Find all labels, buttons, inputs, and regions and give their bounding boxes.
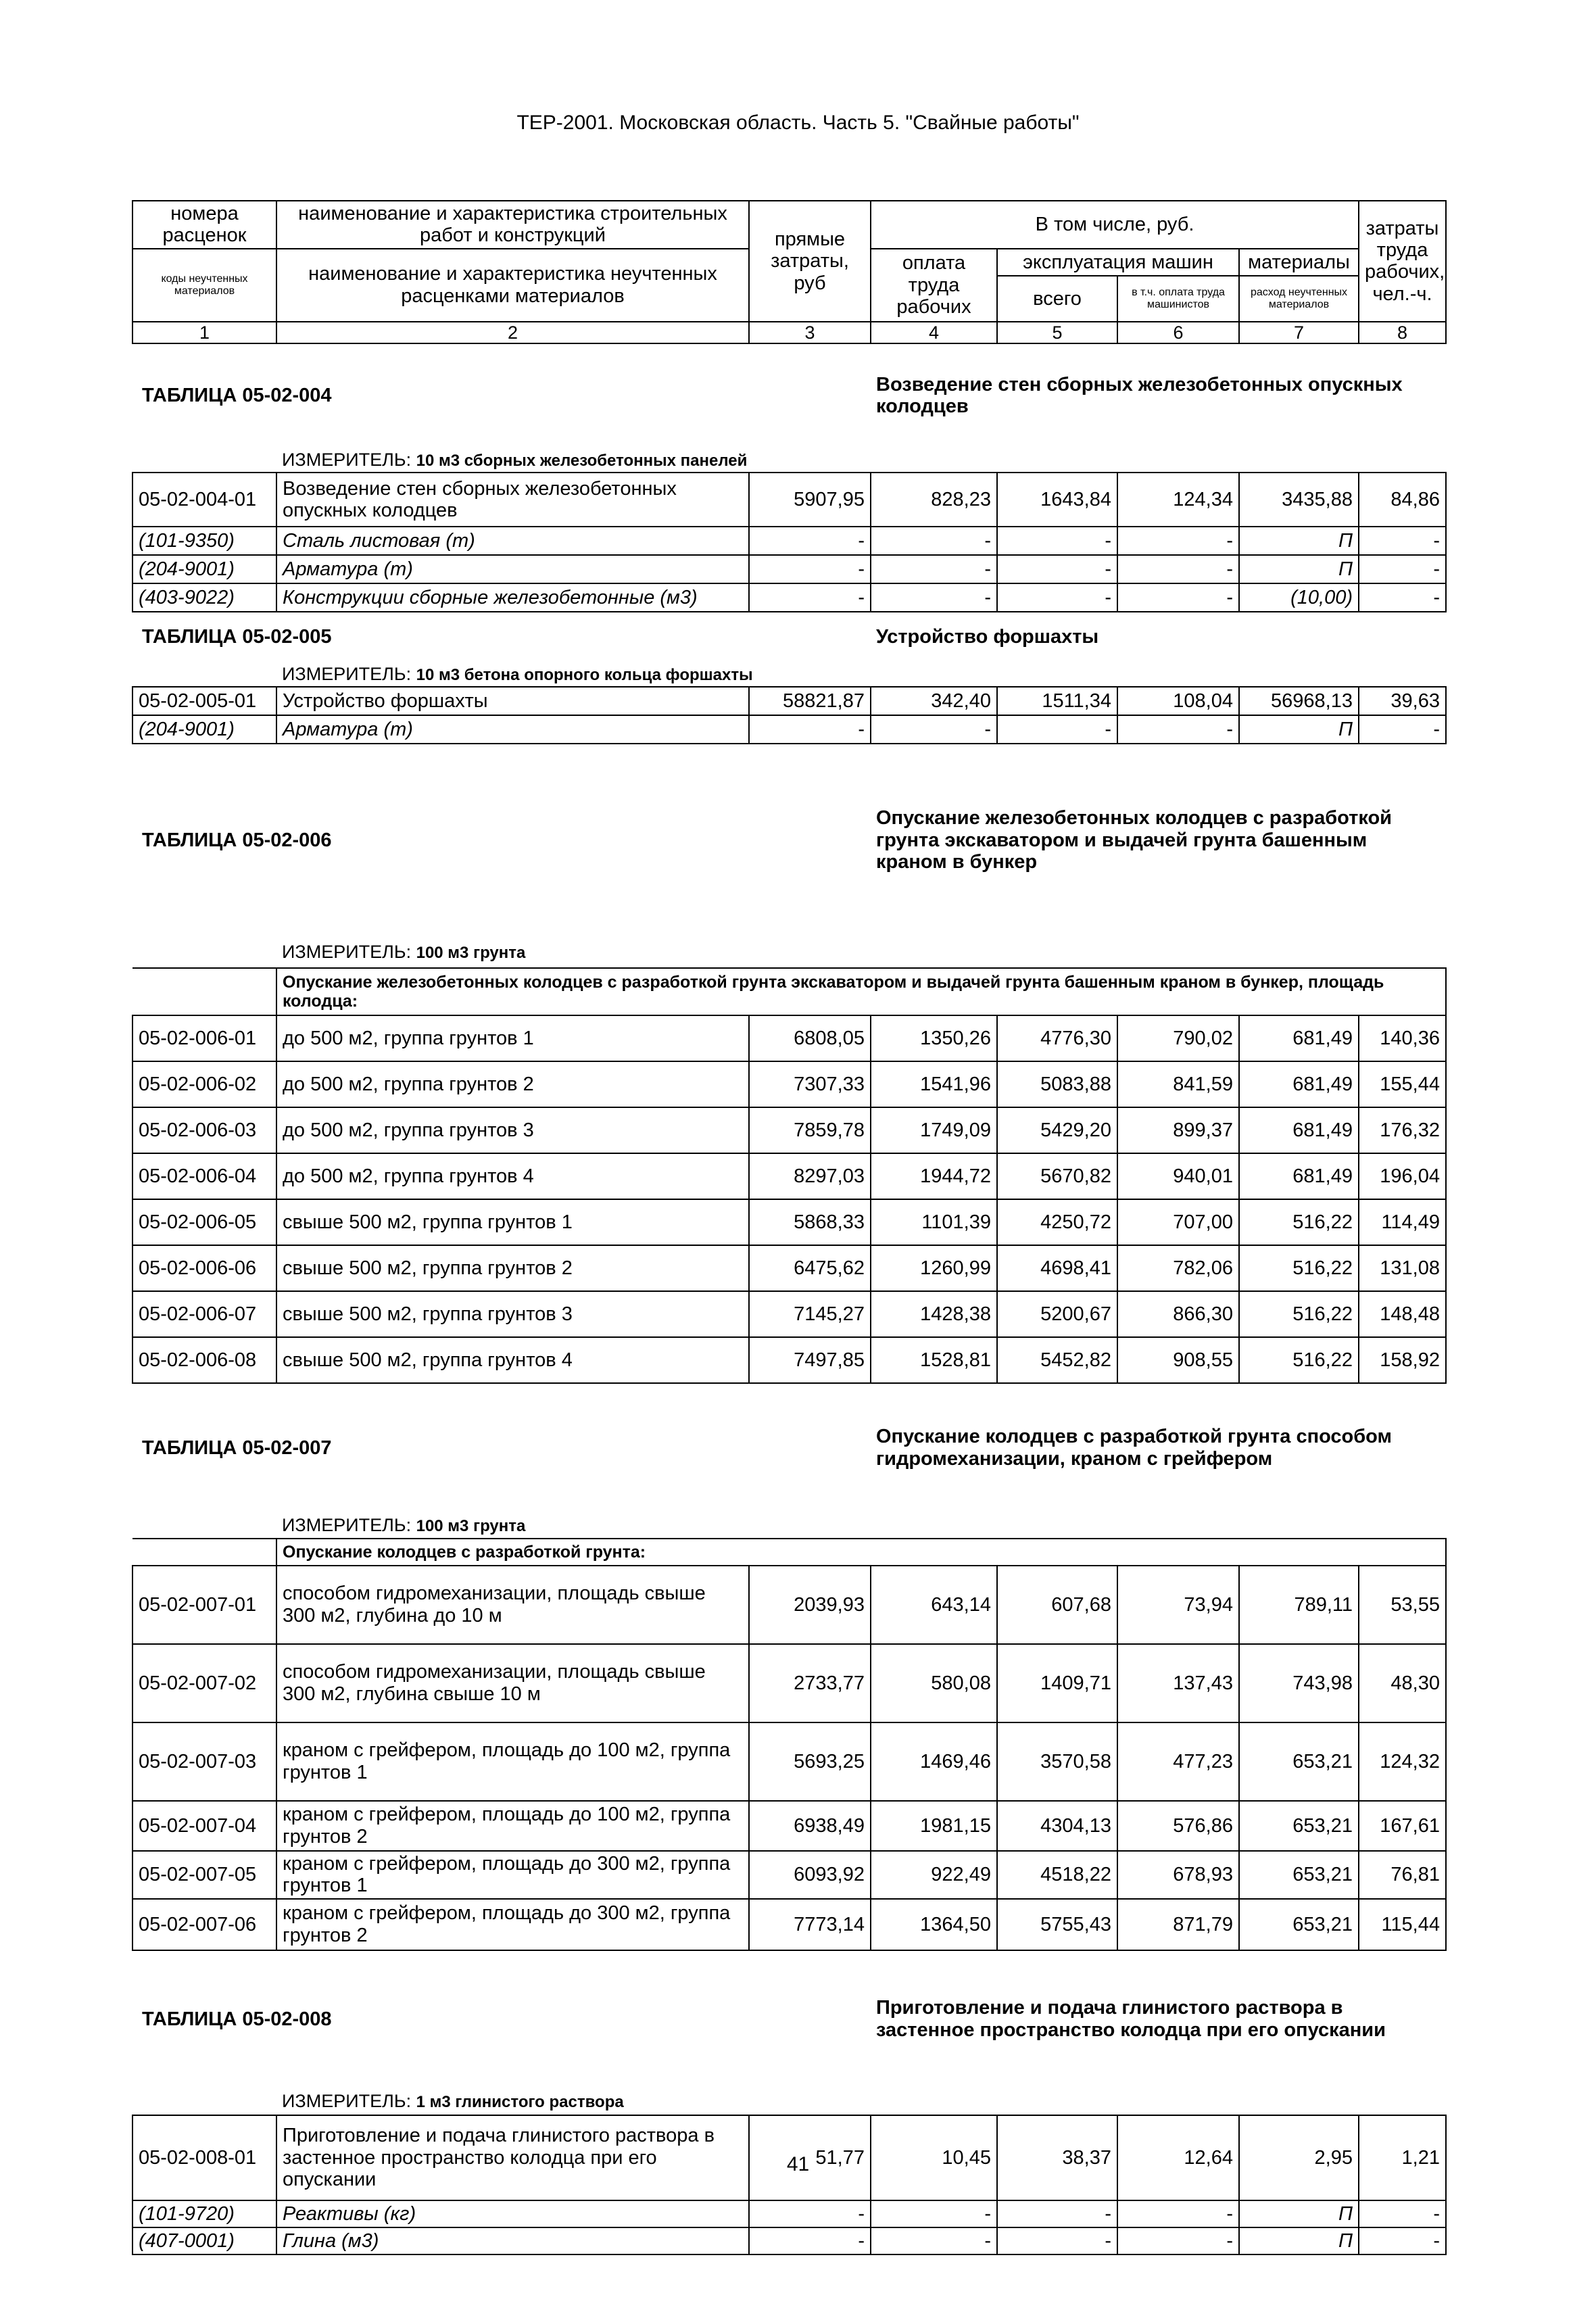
row-labor-hours: 53,55 (1359, 1566, 1446, 1644)
row-labor-hours: 76,81 (1359, 1851, 1446, 1899)
row-code: 05-02-007-01 (132, 1566, 276, 1644)
row-name: до 500 м2, группа грунтов 1 (276, 1015, 749, 1061)
row-direct-costs: 7307,33 (749, 1061, 871, 1107)
header-col6: в т.ч. оплата труда машинистов (1117, 276, 1239, 322)
row-materials: 743,98 (1239, 1644, 1359, 1722)
row-labor-pay: 342,40 (871, 687, 997, 715)
table-row (132, 555, 1446, 583)
row-name: до 500 м2, группа грунтов 2 (276, 1061, 749, 1107)
row-machines-total: 5083,88 (997, 1061, 1117, 1107)
row-name: краном с грейфером, площадь до 100 м2, группа грунтов 1 (276, 1722, 749, 1801)
section-title: Устройство форшахты (876, 625, 1099, 648)
row-labor-pay: 1981,15 (871, 1801, 997, 1851)
table-row (132, 687, 1446, 715)
row-labor-pay: 1528,81 (871, 1337, 997, 1383)
row-labor-pay: 922,49 (871, 1851, 997, 1899)
row-materials: 681,49 (1239, 1061, 1359, 1107)
row-labor-pay: 1350,26 (871, 1015, 997, 1061)
table-row (132, 1899, 1446, 1950)
row-direct-costs: 51,77 (749, 2115, 871, 2200)
row-name: до 500 м2, группа грунтов 4 (276, 1153, 749, 1199)
table-row (132, 1107, 1446, 1153)
row-code: (204-9001) (132, 715, 276, 744)
row-code: 05-02-007-05 (132, 1851, 276, 1899)
row-materials: 56968,13 (1239, 687, 1359, 715)
row-machinist-pay: 841,59 (1117, 1061, 1239, 1107)
row-labor-pay: - (871, 2227, 997, 2254)
group-heading: Опускание железобетонных колодцев с разработкой грунта экскаватором и выдачей грунта башенным краном в бункер, площадь колодца: (276, 968, 1446, 1015)
row-code: 05-02-006-08 (132, 1337, 276, 1383)
row-machinist-pay: 908,55 (1117, 1337, 1239, 1383)
row-name: свыше 500 м2, группа грунтов 4 (276, 1337, 749, 1383)
row-machines-total: 38,37 (997, 2115, 1117, 2200)
table-row (132, 2227, 1446, 2254)
measure-label: ИЗМЕРИТЕЛЬ: (282, 664, 412, 685)
measure-unit-cell (276, 936, 1446, 968)
row-labor-hours: - (1359, 2227, 1446, 2254)
row-machines-total: 5452,82 (997, 1337, 1117, 1383)
row-labor-pay: 828,23 (871, 473, 997, 527)
table-row (132, 2200, 1446, 2227)
price-table-container (132, 200, 1445, 2255)
row-labor-hours: 148,48 (1359, 1291, 1446, 1337)
row-direct-costs: 7859,78 (749, 1107, 871, 1153)
header-col4: оплата труда рабочих (871, 249, 997, 322)
row-machinist-pay: 871,79 (1117, 1899, 1239, 1950)
group-heading: Опускание колодцев с разработкой грунта: (276, 1539, 1446, 1566)
row-direct-costs: 6093,92 (749, 1851, 871, 1899)
row-machinist-pay: 477,23 (1117, 1722, 1239, 1801)
row-machines-total: 5755,43 (997, 1899, 1117, 1950)
row-labor-pay: - (871, 2200, 997, 2227)
header-materials-title: материалы (1239, 249, 1359, 276)
row-name: свыше 500 м2, группа грунтов 1 (276, 1199, 749, 1245)
row-materials: П (1239, 715, 1359, 744)
row-name: Сталь листовая (т) (276, 527, 749, 555)
section-title: Опускание железобетонных колодцев с разработкой грунта экскаватором и выдачей грунта башенным краном в бункер (876, 807, 1393, 873)
row-name: Возведение стен сборных железобетонных опускных колодцев (276, 473, 749, 527)
row-materials: 516,22 (1239, 1337, 1359, 1383)
measure-row (132, 661, 1446, 687)
header-col3: прямые затраты, руб (749, 201, 871, 322)
row-labor-pay: 1749,09 (871, 1107, 997, 1153)
column-number: 6 (1117, 322, 1239, 343)
row-code: (407-0001) (132, 2227, 276, 2254)
row-name: свыше 500 м2, группа грунтов 2 (276, 1245, 749, 1291)
measure-unit: 10 м3 бетона опорного кольца форшахты (416, 666, 753, 685)
table-row (132, 1337, 1446, 1383)
column-number: 4 (871, 322, 997, 343)
row-direct-costs: 5907,95 (749, 473, 871, 527)
row-machinist-pay: - (1117, 583, 1239, 612)
table-row (132, 1245, 1446, 1291)
row-labor-hours: 114,49 (1359, 1199, 1446, 1245)
measure-unit: 1 м3 глинистого раствора (416, 2093, 624, 2112)
table-row (132, 1015, 1446, 1061)
row-name: Приготовление и подача глинистого раствора в застенное пространство колодца при его опускании (276, 2115, 749, 2200)
row-direct-costs: 6938,49 (749, 1801, 871, 1851)
row-direct-costs: 5693,25 (749, 1722, 871, 1801)
table-header (132, 201, 1446, 343)
measure-spacer (132, 936, 276, 968)
measure-label: ИЗМЕРИТЕЛЬ: (282, 1515, 412, 1536)
row-name: способом гидромеханизации, площадь свыше 300 м2, глубина свыше 10 м (276, 1644, 749, 1722)
row-machinist-pay: - (1117, 555, 1239, 583)
section-title: Приготовление и подача глинистого раствора в застенное пространство колодца при его опускании (876, 1997, 1386, 2041)
row-machines-total: - (997, 527, 1117, 555)
row-materials: 653,21 (1239, 1851, 1359, 1899)
section-code: ТАБЛИЦА 05-02-006 (142, 829, 332, 851)
row-labor-pay: 1364,50 (871, 1899, 997, 1950)
row-materials: П (1239, 2200, 1359, 2227)
row-machines-total: 4698,41 (997, 1245, 1117, 1291)
row-labor-hours: 196,04 (1359, 1153, 1446, 1199)
row-name: Арматура (т) (276, 555, 749, 583)
row-machinist-pay: 790,02 (1117, 1015, 1239, 1061)
row-code: 05-02-007-02 (132, 1644, 276, 1722)
table-row (132, 1291, 1446, 1337)
table-row (132, 1153, 1446, 1199)
header-col5: всего (997, 276, 1117, 322)
row-direct-costs: 7773,14 (749, 1899, 871, 1950)
row-materials: (10,00) (1239, 583, 1359, 612)
row-materials: 681,49 (1239, 1015, 1359, 1061)
row-machinist-pay: 866,30 (1117, 1291, 1239, 1337)
row-machinist-pay: 899,37 (1117, 1107, 1239, 1153)
section-code: ТАБЛИЦА 05-02-008 (142, 2008, 332, 2030)
row-direct-costs: - (749, 555, 871, 583)
row-direct-costs: - (749, 715, 871, 744)
row-materials: 653,21 (1239, 1722, 1359, 1801)
group-heading-row (132, 968, 1446, 1015)
table-row (132, 1566, 1446, 1644)
column-number: 8 (1359, 322, 1446, 343)
row-machines-total: 4518,22 (997, 1851, 1117, 1899)
table-section-title (132, 1950, 1446, 2088)
row-name: Устройство форшахты (276, 687, 749, 715)
row-code: 05-02-008-01 (132, 2115, 276, 2200)
row-name: способом гидромеханизации, площадь свыше 300 м2, глубина до 10 м (276, 1566, 749, 1644)
row-materials: П (1239, 2227, 1359, 2254)
section-code: ТАБЛИЦА 05-02-007 (142, 1437, 332, 1459)
row-materials: 789,11 (1239, 1566, 1359, 1644)
row-labor-pay: 1101,39 (871, 1199, 997, 1245)
header-col1-sub: коды неучтенных материалов (132, 249, 276, 322)
row-name: краном с грейфером, площадь до 300 м2, группа грунтов 2 (276, 1899, 749, 1950)
row-labor-hours: 158,92 (1359, 1337, 1446, 1383)
column-number: 3 (749, 322, 871, 343)
row-direct-costs: - (749, 583, 871, 612)
row-machines-total: 3570,58 (997, 1722, 1117, 1801)
row-direct-costs: - (749, 2227, 871, 2254)
row-code: 05-02-007-04 (132, 1801, 276, 1851)
row-code: 05-02-006-01 (132, 1015, 276, 1061)
section-title: Опускание колодцев с разработкой грунта способом гидромеханизации, краном с грейфером (876, 1426, 1392, 1470)
measure-row (132, 2088, 1446, 2115)
row-labor-pay: 1428,38 (871, 1291, 997, 1337)
row-machinist-pay: 73,94 (1117, 1566, 1239, 1644)
measure-unit: 100 м3 грунта (416, 944, 526, 963)
header-group-title: В том числе, руб. (871, 201, 1359, 249)
measure-unit-cell (276, 1512, 1446, 1539)
row-machinist-pay: - (1117, 715, 1239, 744)
row-name: Глина (м3) (276, 2227, 749, 2254)
table-row (132, 1061, 1446, 1107)
row-code: 05-02-004-01 (132, 473, 276, 527)
row-materials: 516,22 (1239, 1199, 1359, 1245)
table-section-title (132, 744, 1446, 936)
table-row (132, 1644, 1446, 1722)
row-labor-hours: 167,61 (1359, 1801, 1446, 1851)
table-row (132, 1722, 1446, 1801)
row-machinist-pay: 137,43 (1117, 1644, 1239, 1722)
row-machines-total: - (997, 2227, 1117, 2254)
row-labor-hours: - (1359, 2200, 1446, 2227)
row-machines-total: 4304,13 (997, 1801, 1117, 1851)
row-machinist-pay: - (1117, 2200, 1239, 2227)
row-machines-total: 1643,84 (997, 473, 1117, 527)
row-labor-hours: 140,36 (1359, 1015, 1446, 1061)
row-machines-total: - (997, 555, 1117, 583)
row-machinist-pay: 678,93 (1117, 1851, 1239, 1899)
measure-spacer (132, 447, 276, 473)
measure-unit: 10 м3 сборных железобетонных панелей (416, 452, 748, 471)
row-code: 05-02-006-02 (132, 1061, 276, 1107)
row-materials: 681,49 (1239, 1153, 1359, 1199)
section-code: ТАБЛИЦА 05-02-005 (142, 625, 332, 648)
row-machines-total: 4776,30 (997, 1015, 1117, 1061)
header-col2-sub: наименование и характеристика неучтенных расценками материалов (276, 249, 749, 322)
row-direct-costs: 6475,62 (749, 1245, 871, 1291)
price-table (132, 200, 1447, 2255)
row-direct-costs: 7497,85 (749, 1337, 871, 1383)
measure-spacer (132, 1512, 276, 1539)
document-title: ТЕР-2001. Московская область. Часть 5. "Свайные работы" (516, 112, 1080, 134)
row-labor-hours: 115,44 (1359, 1899, 1446, 1950)
row-materials: 653,21 (1239, 1801, 1359, 1851)
row-machinist-pay: - (1117, 527, 1239, 555)
row-direct-costs: 2733,77 (749, 1644, 871, 1722)
row-labor-hours: 39,63 (1359, 687, 1446, 715)
row-labor-pay: 10,45 (871, 2115, 997, 2200)
row-materials: 681,49 (1239, 1107, 1359, 1153)
header-machines-title: эксплуатация машин (997, 249, 1239, 276)
row-code: 05-02-006-07 (132, 1291, 276, 1337)
row-labor-pay: - (871, 715, 997, 744)
row-direct-costs: 8297,03 (749, 1153, 871, 1199)
row-machinist-pay: 940,01 (1117, 1153, 1239, 1199)
row-name: Реактивы (кг) (276, 2200, 749, 2227)
table-row (132, 473, 1446, 527)
row-code: (101-9350) (132, 527, 276, 555)
header-col8: затраты труда рабочих, чел.-ч. (1359, 201, 1446, 322)
table-section-title (132, 343, 1446, 447)
measure-row (132, 1512, 1446, 1539)
row-machines-total: 5670,82 (997, 1153, 1117, 1199)
row-machines-total: - (997, 2200, 1117, 2227)
row-machinist-pay: 12,64 (1117, 2115, 1239, 2200)
measure-unit-cell (276, 447, 1446, 473)
row-direct-costs: - (749, 2200, 871, 2227)
header-col2-top: наименование и характеристика строительных работ и конструкций (276, 201, 749, 249)
table-row (132, 583, 1446, 612)
measure-unit-cell (276, 661, 1446, 687)
header-col1-top: номера расценок (132, 201, 276, 249)
row-labor-pay: 643,14 (871, 1566, 997, 1644)
page-number: 41 (786, 2153, 810, 2175)
measure-label: ИЗМЕРИТЕЛЬ: (282, 942, 412, 963)
column-number: 5 (997, 322, 1117, 343)
row-materials: П (1239, 527, 1359, 555)
row-labor-hours: - (1359, 583, 1446, 612)
table-section-title (132, 612, 1446, 661)
row-name: до 500 м2, группа грунтов 3 (276, 1107, 749, 1153)
row-code: (403-9022) (132, 583, 276, 612)
row-code: 05-02-006-03 (132, 1107, 276, 1153)
column-number: 1 (132, 322, 276, 343)
row-machinist-pay: 124,34 (1117, 473, 1239, 527)
row-name: свыше 500 м2, группа грунтов 3 (276, 1291, 749, 1337)
row-code: (101-9720) (132, 2200, 276, 2227)
measure-unit: 100 м3 грунта (416, 1517, 526, 1536)
row-name: Арматура (т) (276, 715, 749, 744)
table-row (132, 527, 1446, 555)
row-code: 05-02-006-05 (132, 1199, 276, 1245)
row-labor-hours: 48,30 (1359, 1644, 1446, 1722)
row-labor-hours: 155,44 (1359, 1061, 1446, 1107)
row-code: 05-02-006-06 (132, 1245, 276, 1291)
column-number: 7 (1239, 322, 1359, 343)
row-machines-total: 607,68 (997, 1566, 1117, 1644)
row-machines-total: - (997, 583, 1117, 612)
row-machines-total: - (997, 715, 1117, 744)
row-machinist-pay: - (1117, 2227, 1239, 2254)
row-machines-total: 5429,20 (997, 1107, 1117, 1153)
row-labor-hours: 176,32 (1359, 1107, 1446, 1153)
row-code: 05-02-007-03 (132, 1722, 276, 1801)
section-title: Возведение стен сборных железобетонных опускных колодцев (876, 373, 1403, 418)
row-direct-costs: 6808,05 (749, 1015, 871, 1061)
measure-row (132, 936, 1446, 968)
row-labor-pay: 580,08 (871, 1644, 997, 1722)
row-direct-costs: 7145,27 (749, 1291, 871, 1337)
row-labor-pay: 1541,96 (871, 1061, 997, 1107)
group-heading-row (132, 1539, 1446, 1566)
row-machinist-pay: 576,86 (1117, 1801, 1239, 1851)
measure-spacer (132, 661, 276, 687)
row-materials: П (1239, 555, 1359, 583)
row-machinist-pay: 707,00 (1117, 1199, 1239, 1245)
row-name: краном с грейфером, площадь до 100 м2, группа грунтов 2 (276, 1801, 749, 1851)
table-row (132, 1801, 1446, 1851)
table-row (132, 1199, 1446, 1245)
table-row (132, 715, 1446, 744)
row-code: 05-02-007-06 (132, 1899, 276, 1950)
section-code: ТАБЛИЦА 05-02-004 (142, 384, 332, 406)
row-labor-pay: - (871, 583, 997, 612)
table-section-title (132, 1383, 1446, 1512)
row-name: краном с грейфером, площадь до 300 м2, группа грунтов 1 (276, 1851, 749, 1899)
header-col7: расход неучтенных материалов (1239, 276, 1359, 322)
row-labor-pay: 1944,72 (871, 1153, 997, 1199)
row-materials: 2,95 (1239, 2115, 1359, 2200)
row-labor-hours: 131,08 (1359, 1245, 1446, 1291)
row-materials: 653,21 (1239, 1899, 1359, 1950)
row-labor-hours: 1,21 (1359, 2115, 1446, 2200)
measure-spacer (132, 2088, 276, 2115)
row-direct-costs: - (749, 527, 871, 555)
table-body (132, 343, 1446, 2254)
row-materials: 516,22 (1239, 1245, 1359, 1291)
row-labor-pay: - (871, 555, 997, 583)
column-number: 2 (276, 322, 749, 343)
row-labor-hours: 84,86 (1359, 473, 1446, 527)
row-code: 05-02-006-04 (132, 1153, 276, 1199)
row-code: (204-9001) (132, 555, 276, 583)
row-materials: 3435,88 (1239, 473, 1359, 527)
row-machines-total: 1409,71 (997, 1644, 1117, 1722)
row-labor-pay: 1260,99 (871, 1245, 997, 1291)
row-labor-hours: 124,32 (1359, 1722, 1446, 1801)
row-machinist-pay: 782,06 (1117, 1245, 1239, 1291)
row-labor-hours: - (1359, 527, 1446, 555)
measure-label: ИЗМЕРИТЕЛЬ: (282, 450, 412, 471)
measure-unit-cell (276, 2088, 1446, 2115)
row-machinist-pay: 108,04 (1117, 687, 1239, 715)
group-spacer (132, 1539, 276, 1566)
row-name: Конструкции сборные железобетонные (м3) (276, 583, 749, 612)
row-direct-costs: 5868,33 (749, 1199, 871, 1245)
row-machines-total: 1511,34 (997, 687, 1117, 715)
row-direct-costs: 2039,93 (749, 1566, 871, 1644)
row-direct-costs: 58821,87 (749, 687, 871, 715)
row-labor-hours: - (1359, 555, 1446, 583)
group-spacer (132, 968, 276, 1015)
row-machines-total: 5200,67 (997, 1291, 1117, 1337)
row-materials: 516,22 (1239, 1291, 1359, 1337)
row-machines-total: 4250,72 (997, 1199, 1117, 1245)
row-labor-pay: - (871, 527, 997, 555)
measure-label: ИЗМЕРИТЕЛЬ: (282, 2091, 412, 2112)
row-labor-pay: 1469,46 (871, 1722, 997, 1801)
table-row (132, 1851, 1446, 1899)
measure-row (132, 447, 1446, 473)
row-labor-hours: - (1359, 715, 1446, 744)
row-code: 05-02-005-01 (132, 687, 276, 715)
